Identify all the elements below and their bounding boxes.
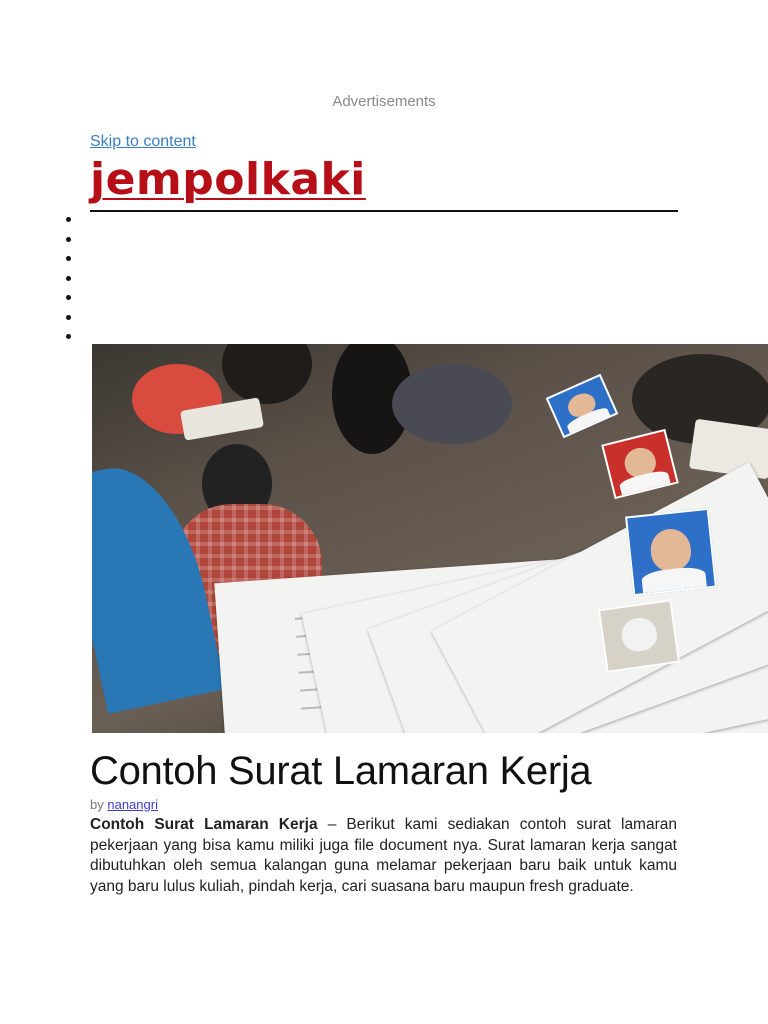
post-title: Contoh Surat Lamaran Kerja [90, 749, 592, 793]
id-photo [546, 374, 619, 439]
crowd-figure [222, 344, 312, 404]
site-title-link[interactable]: jempolkaki [90, 154, 366, 205]
id-photo [601, 429, 679, 499]
crowd-figure [392, 364, 512, 444]
advertisements-label: Advertisements [332, 93, 436, 110]
paper-in-crowd [689, 419, 768, 480]
post-excerpt [90, 815, 677, 897]
id-photo [625, 508, 717, 596]
post-byline [90, 797, 158, 812]
excerpt-text: – Berikut kami sediakan contoh surat lamaran pekerjaan yang bisa kamu miliki juga file document nya. Surat lamaran kerja sangat dibutuhkan oleh semua kalangan guna melamar pekerjaan baru baik untuk kamu yang baru lulus kuliah, pindah kerja, cari suasana baru maupun fresh graduate. [90, 816, 677, 895]
skip-to-content-link[interactable]: Skip to content [90, 133, 196, 150]
author-link[interactable]: nanangri [107, 797, 158, 812]
id-photo [598, 599, 680, 673]
featured-image [92, 344, 768, 733]
excerpt-bold-keyword: Contoh Surat Lamaran Kerja [90, 816, 318, 833]
site-header [90, 152, 678, 212]
byline-prefix: by [90, 797, 104, 812]
